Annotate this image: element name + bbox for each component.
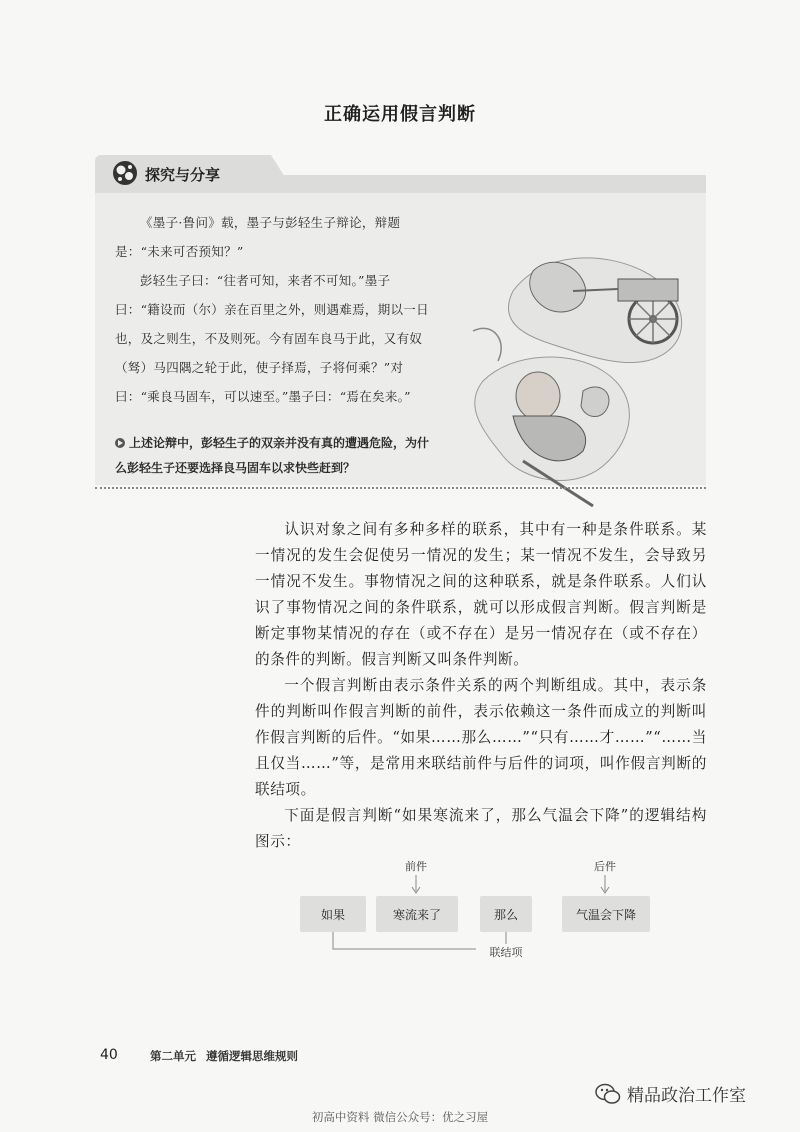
unit-title: 第二单元 遵循逻辑思维规则 xyxy=(150,1049,299,1063)
diagram-box-if: 如果 xyxy=(300,896,366,932)
play-bullet-icon xyxy=(115,438,125,448)
wechat-icon xyxy=(595,1083,621,1105)
body-paragraph: 认识对象之间有多种多样的联系，其中有一种是条件联系。某一情况的发生会促使另一情况的发生；某一情况不发生，会导致另一情况不发生。事物情况之间的这种联系，就是条件联系。人们认识了事物情况之间的条件联系，就可以形成假言判断。假言判断是断定事物某情况的存在（或不存在）是另一情况存在（或不存在）的条件的判断。假言判断又叫条件判断。 xyxy=(255,521,707,668)
dotted-divider xyxy=(95,487,706,489)
wechat-brand xyxy=(595,1081,746,1106)
connective-label: 联结项 xyxy=(476,944,536,960)
explore-question xyxy=(115,431,435,481)
story-text xyxy=(115,208,433,411)
antecedent-label: 前件 xyxy=(405,860,427,873)
logic-structure-diagram xyxy=(300,855,660,960)
story-paragraph: 彭轻生子曰：“往者可知，来者不可知。”墨子曰：“籍设而（尔）亲在百里之外，则遇难焉，期以一日也，及之则生，不及则死。今有固车良马于此，又有奴（驽）马四隅之轮于此，使子择焉，子将何乘？”对曰：“乘良马固车，可以速至。”墨子曰：“焉在矣来。” xyxy=(115,273,429,404)
brand-text: 精品政治工作室 xyxy=(627,1086,746,1106)
explore-share-box xyxy=(95,155,706,485)
diagram-box-antecedent: 寒流来了 xyxy=(376,896,458,932)
explore-body xyxy=(95,193,706,485)
body-paragraph: 下面是假言判断“如果寒流来了，那么气温会下降”的逻辑结构图示： xyxy=(255,807,707,850)
consequent-label: 后件 xyxy=(594,860,616,873)
bottom-watermark: 初高中资料 微信公众号：优之习屋 xyxy=(311,1110,489,1124)
diagram-box-then: 那么 xyxy=(480,896,532,932)
story-paragraph: 《墨子·鲁问》载，墨子与彭轻生子辩论，辩题是：“未来可否预知？” xyxy=(115,215,401,259)
body-paragraph: 一个假言判断由表示条件关系的两个判断组成。其中，表示条件的判断叫作假言判断的前件，表示依赖这一条件而成立的判断叫作假言判断的后件。“如果……那么……”“只有……才……”“……当且仅当……”等，是常用来联结前件与后件的词项，叫作假言判断的联结项。 xyxy=(255,677,707,798)
main-text xyxy=(255,517,707,855)
explore-label: 探究与分享 xyxy=(145,166,221,184)
question-text: 上述论辩中，彭轻生子的双亲并没有真的遭遇危险，为什么彭轻生子还要选择良马固车以求快些赶到？ xyxy=(115,436,430,475)
page-number: 40 xyxy=(100,1047,118,1063)
mozi-debate-illustration xyxy=(453,231,703,521)
diagram-box-consequent: 气温会下降 xyxy=(562,896,650,932)
explore-logo-icon xyxy=(111,159,139,187)
section-title: 正确运用假言判断 xyxy=(324,104,476,125)
